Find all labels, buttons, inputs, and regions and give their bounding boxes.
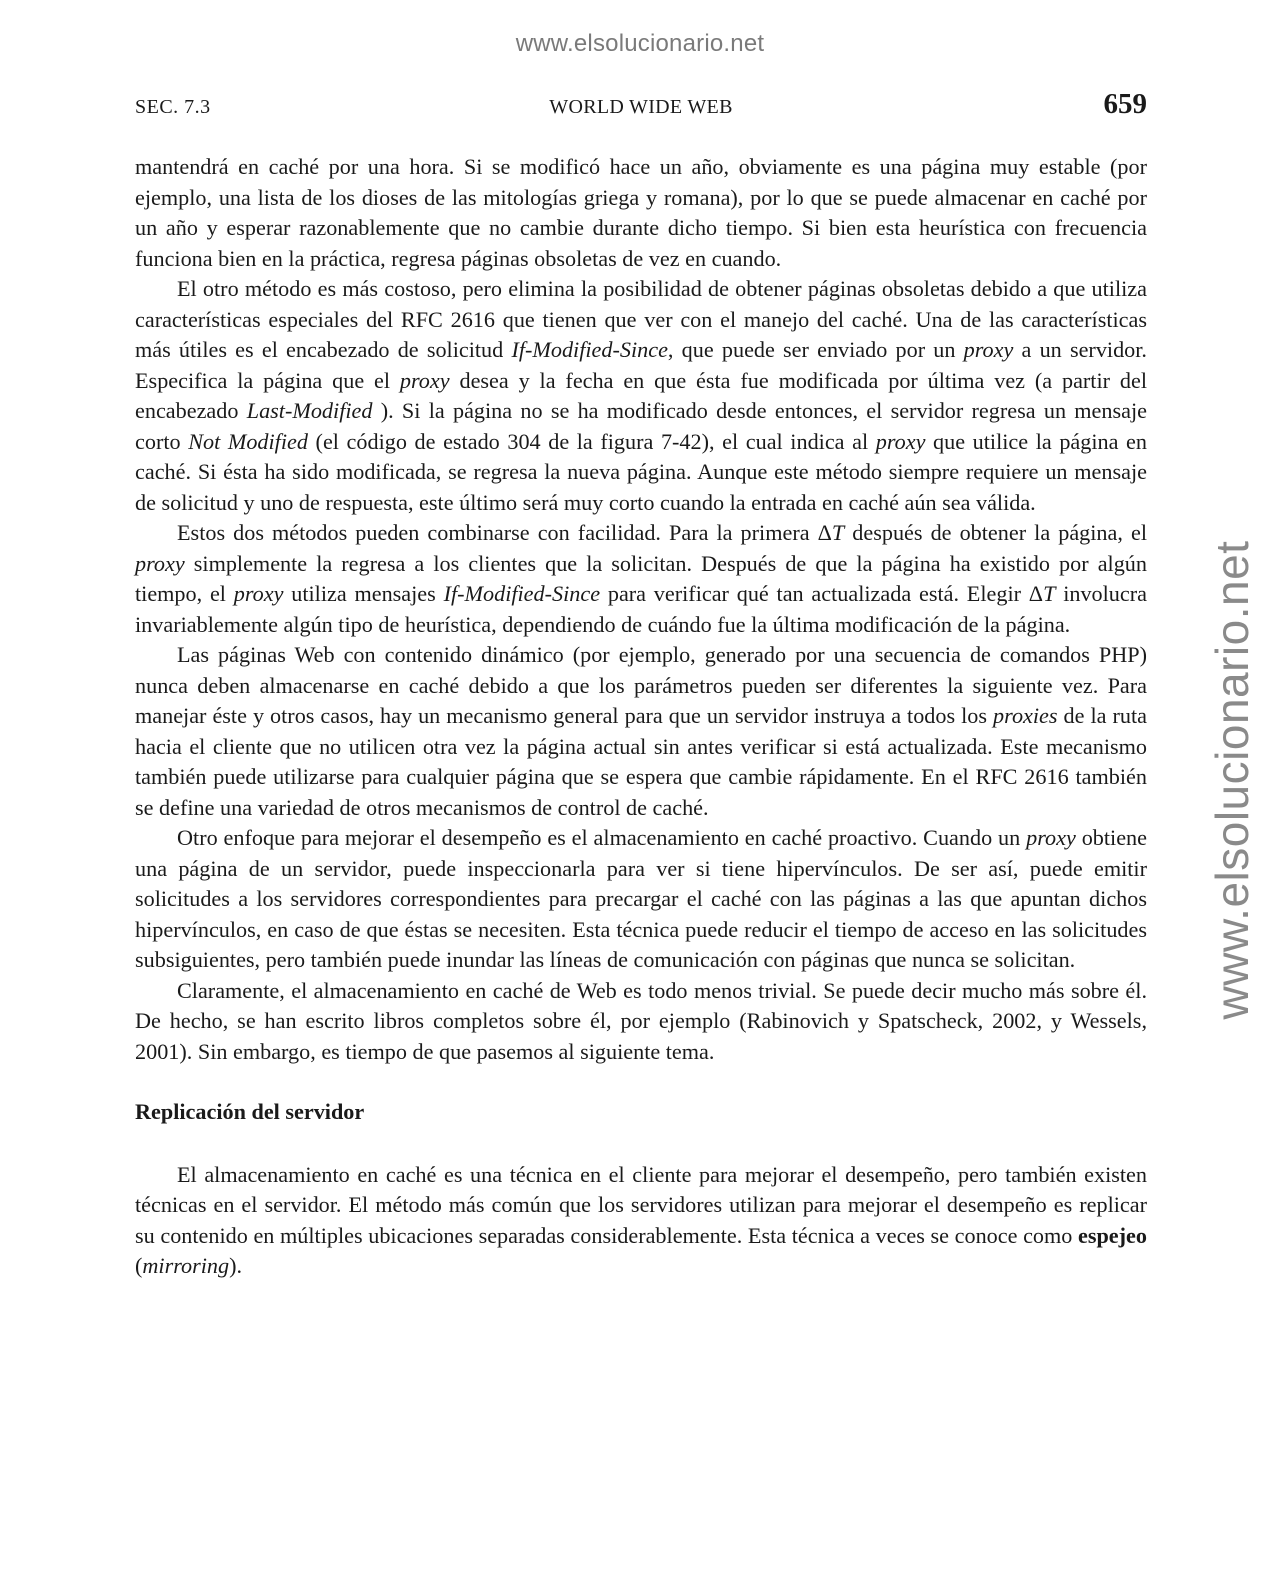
paragraph-2: El otro método es más costoso, pero elimina la posibilidad de obtener páginas obsoletas debido a que utiliza características especiales del RFC 2616 que tienen que ver con el manejo del caché. Una de las características más útiles es el encabezado de solicitud If-Modified-Since, que puede ser enviado por un proxy a un servidor. Especifica la página que el proxy desea y la fecha en que ésta fue modificada por última vez (a partir del encabezado Last-Modified ). Si la página no se ha modificado desde entonces, el servidor regresa un mensaje corto Not Modified (el código de estado 304 de la figura 7-42), el cual indica al proxy que utilice la página en caché. Si ésta ha sido modificada, se regresa la nueva página. Aunque este método siempre requiere un mensaje de solicitud y uno de respuesta, este último será muy corto cuando la entrada en caché aún sea válida. <box>135 276 1147 515</box>
section-heading: Replicación del servidor <box>135 1099 365 1124</box>
watermark-side: www.elsolucionario.net <box>1206 540 1258 1020</box>
paragraph-3: Estos dos métodos pueden combinarse con facilidad. Para la primera ΔT después de obtener la página, el proxy simplemente la regresa a los clientes que la solicitan. Después de que la página ha existido por algún tiempo, el proxy utiliza mensajes If-Modified-Since para verificar qué tan actualizada está. Elegir ΔT involucra invariablemente algún tipo de heurística, dependiendo de cuándo fue la última modificación de la página. <box>135 520 1147 637</box>
page-number: 659 <box>1103 88 1147 120</box>
body-text <box>135 152 1147 1282</box>
running-head <box>135 88 1147 128</box>
paragraph-6: Claramente, el almacenamiento en caché de Web es todo menos trivial. Se puede decir mucho más sobre él. De hecho, se han escrito libros completos sobre él, por ejemplo (Rabinovich y Spatscheck, 2002, y Wessels, 2001). Sin embargo, es tiempo de que pasemos al siguiente tema. <box>135 977 1147 1064</box>
section-number: SEC. 7.3 <box>135 96 211 118</box>
paragraph-1: mantendrá en caché por una hora. Si se modificó hace un año, obviamente es una página muy estable (por ejemplo, una lista de los dioses de las mitologías griega y romana), por lo que se puede almacenar en caché por un año y esperar razonablemente que no cambie durante dicho tiempo. Si bien esta heurística con frecuencia funciona bien en la práctica, regresa páginas obsoletas de vez en cuando. <box>135 154 1147 271</box>
paragraph-7: El almacenamiento en caché es una técnica en el cliente para mejorar el desempeño, pero también existen técnicas en el servidor. El método más común que los servidores utilizan para mejorar el desempeño es replicar su contenido en múltiples ubicaciones separadas considerablemente. Esta técnica a veces se conoce como espejeo (mirroring). <box>135 1161 1147 1278</box>
paragraph-4: Las páginas Web con contenido dinámico (por ejemplo, generado por una secuencia de comandos PHP) nunca deben almacenarse en caché debido a que los parámetros pueden ser diferentes la siguiente vez. Para manejar éste y otros casos, hay un mecanismo general para que un servidor instruya a todos los proxies de la ruta hacia el cliente que no utilicen otra vez la página actual sin antes verificar si está actualizada. Este mecanismo también puede utilizarse para cualquier página que se espera que cambie rápidamente. En el RFC 2616 también se define una variedad de otros mecanismos de control de caché. <box>135 642 1148 820</box>
chapter-title: WORLD WIDE WEB <box>549 96 733 118</box>
paragraph-5: Otro enfoque para mejorar el desempeño es el almacenamiento en caché proactivo. Cuando un proxy obtiene una página de un servidor, puede inspeccionarla para ver si tiene hipervínculos. De ser así, puede emitir solicitudes a los servidores correspondientes para precargar el caché con las páginas a las que apuntan dichos hipervínculos, en caso de que éstas se necesiten. Esta técnica puede reducir el tiempo de acceso en las solicitudes subsiguientes, pero también puede inundar las líneas de comunicación con páginas que nunca se solicitan. <box>135 825 1148 972</box>
watermark-top: www.elsolucionario.net <box>515 30 765 57</box>
